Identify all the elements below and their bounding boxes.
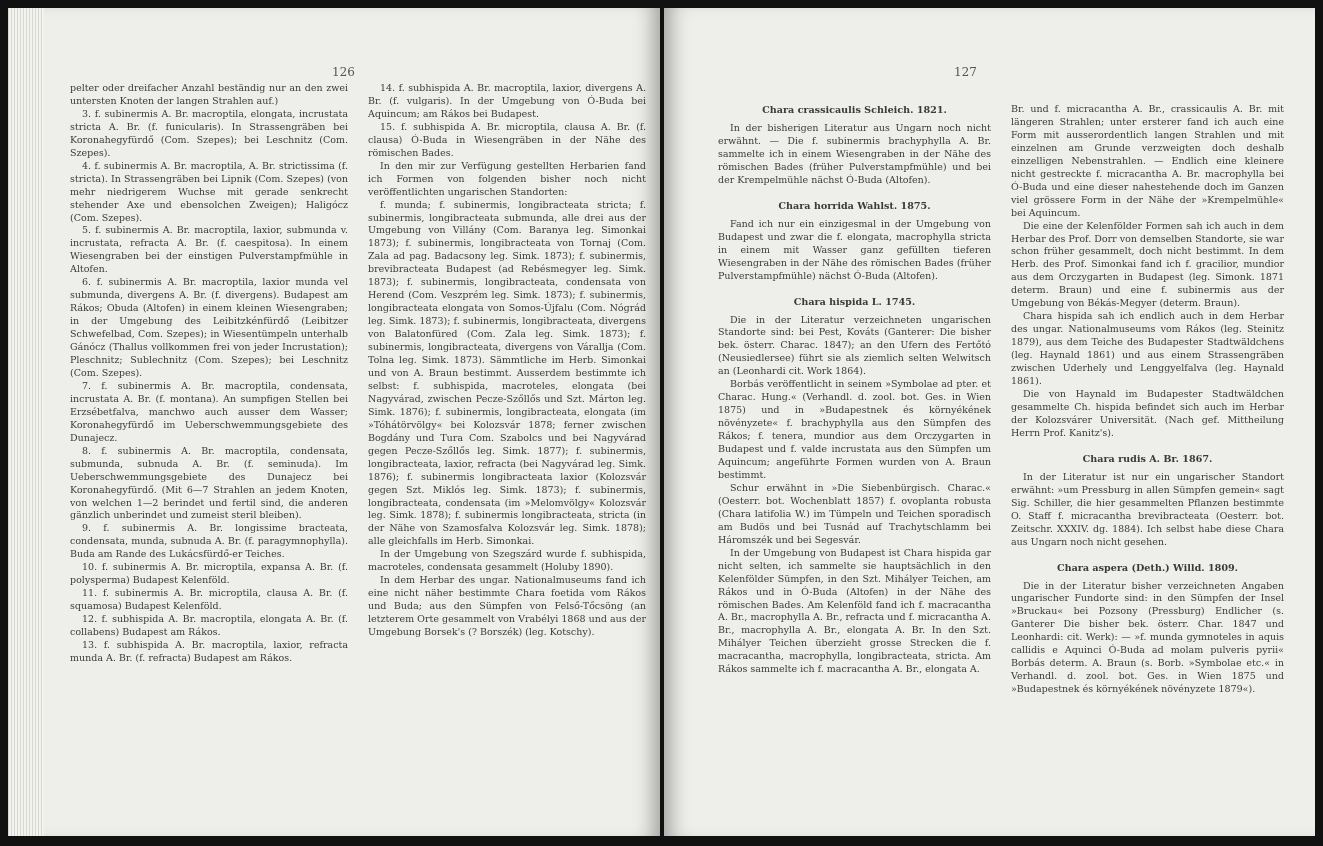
paragraph: In dem Herbar des ungar. Nationalmuseums fand ich eine nicht näher bestimmte Chara foetida vom Rákos und Buda; aus den Sümpfen von Felső-Tőcsöng (an letzterem Orte gesammelt von Vrabélyi 1868 und aus der Umgebung Borsek's (? Borszék) (leg. Kotschy). [368,575,646,639]
paragraph: 7. f. subinermis A. Br. macroptila, condensata, incrustata A. Br. (f. montana). An sumpfigen Stellen bei Erzsébetfalva, manchwo auch ausser dem Wasser; Koronahegyfürdő im Ueberschwemmungsgebiete des Dunajecz. [70,380,348,444]
paragraph: 9. f. subinermis A. Br. longissime bracteata, condensata, munda, subnuda A. Br. (f. paragymnophylla). Buda am Rande des Lukácsfürdő-er Teiches. [70,523,348,561]
paragraph: Fand ich nur ein einzigesmal in der Umgebung von Budapest und zwar die f. elongata, macrophylla stricta in einem mit Wasser ganz gefüllten tieferen Wiesengraben in der Nähe des römischen Bades (früher Pulverstampfmühle) nächst Ó-Buda (Altofen). [718,218,991,282]
paragraph: 5. f. subinermis A. Br. macroptila, laxior, submunda v. incrustata, refracta A. Br. (f. caespitosa). In einem Wiesengraben bei der einstigen Pulverstampfmühle in Altofen. [70,225,348,276]
paragraph: In der Umgebung von Szegszárd wurde f. subhispida, macroteles, condensata gesammelt (Holuby 1890). [368,549,646,574]
paragraph: Die in der Literatur verzeichneten ungarischen Standorte sind: bei Pest, Kováts (Ganterer: Die bisher bek. österr. Charac. 1847); an den Ufern des Fertőtó (Neusiedlersee) führt sie als ziemlich selten Welwitsch an (Leonhardi cit. Work 1864). [718,314,991,378]
paragraph: 10. f. subinermis A. Br. microptila, expansa A. Br. (f. polysperma) Budapest Kelenföld. [70,562,348,587]
species-heading: Chara rudis A. Br. 1867. [1082,453,1213,465]
left-column-1 [70,83,348,666]
paragraph: Schur erwähnt in »Die Siebenbürgisch. Charac.« (Oesterr. bot. Wochenblatt 1857) f. ovoplanta robusta (Chara latifolia W.) im Tümpeln und Teichen sporadisch am Budös und bei Tusnád auf Trachytschlamm bei Háromszék und bei Segesvár. [718,482,991,546]
paragraph: f. munda; f. subinermis, longibracteata stricta; f. subinermis, longibracteata submunda, alle drei aus der Umgebung von Villány (Com. Baranya leg. Simonkai 1873); f. subinermis, longibracteata von Tornaj (Com. Zala ad pag. Badacsony leg. Simk. 1873); f. subinermis, brevibracteata Budapest (ad Rebésmegyer leg. Simk. 1873); f. subinermis, longibracteata, condensata von Herend (Com. Veszprém leg. Simk. 1873); f. subinermis, longibracteata elongata von Somos-Újfalu (Com. Nógrád leg. Simk. 1873); f. subinermis, longibracteata, divergens von Balatonfüred (Com. Zala leg. Simk. 1873); f. subinermis, longibracteata, divergens von Várallja (Com. Tolna leg. Simk. 1873). Sämmtliche im Herb. Simonkai und von A. Braun bestimmt. Ausserdem bestimmte ich selbst: f. subhispida, macroteles, elongata (bei Nagyvárad, zwischen Pecze-Szőllős und Szt. Márton leg. Simk. 1876); f. subinermis, longibracteata, elongata (im »Tóhátörvölgy« bei Kolozsvár 1878; ferner zwischen Bogdány und Tura Com. Szabolcs und bei Nagyvárad gegen Pecze-Szőllős leg. Simk. 1877); f. subinermis, longibracteata, laxior, refracta (bei Nagyvárad leg. Simk. 1876); f. subinermis longibracteata laxior (Kolozsvár gegen Szt. Miklós leg. Simk. 1873); f. subinermis, longibracteata, condensata (im »Melomvölgy« Kolozsvár leg. Simk. 1878); f. subinermis longibracteata, stricta (in der Nähe von Szamosfalva Kolozsvár leg. Simk. 1878); alle gleichfalls im Herb. Simonkai. [368,199,646,548]
paragraph: In der Umgebung von Budapest ist Chara hispida gar nicht selten, ich sammelte sie hauptsächlich in den Kelenfölder Sümpfen, in den Szt. Mihályer Teichen, am Rákos und in Ó-Buda (Altofen) in der Nähe des römischen Bades. Am Kelenföld fand ich f. macracantha A. Br., macrophylla A. Br., refracta und f. micracantha A. Br., macrophylla A. Br., elongata A. Br. In den Szt. Mihályer Teichen überzieht grosse Strecken die f. macracantha, macrophylla, longibracteata, stricta. Am Rákos sammelte ich f. macracantha A. Br., elongata A. [718,547,991,676]
species-heading: Chara hispida L. 1745. [793,296,916,308]
species-heading: Chara crassicaulis Schleich. 1821. [762,105,947,116]
left-column-2 [368,83,646,640]
paragraph: Borbás veröffentlicht in seinem »Symbolae ad pter. et Charac. Hung.« (Verhandl. d. zool. bot. Ges. in Wien 1875) und in »Budapestnek és környékének növényzete« f. brachyphylla aus den Sümpfen des Rákos; f. tenera, mundior aus dem Orczygarten in Budapest und f. valde incrustata aus den Sümpfen um Aquincum; angeführte Formen wurden von A. Braun bestimmt. [718,379,991,481]
right-column-1 [718,104,991,677]
paragraph: 13. f. subhispida A. Br. macroptila, laxior, refracta munda A. Br. (f. refracta) Budapest am Rákos. [70,639,348,664]
paragraph: 15. f. subhispida A. Br. microptila, clausa A. Br. (f. clausa) Ó-Buda in Wiesengräben in der Nähe des römischen Bades. [368,121,646,159]
left-page-number: 126 [332,65,355,79]
paragraph: 3. f. subinermis A. Br. macroptila, elongata, incrustata stricta A. Br. (f. funicularis). In Strassengräben bei Koronahegyfürdő (Com. Szepes); bei Leschnitz (Com. Szepes). [70,108,348,159]
right-column-2 [1011,104,1284,697]
left-page [8,8,660,836]
species-heading: Chara aspera (Deth.) Willd. 1809. [1056,562,1239,574]
paragraph: Die in der Literatur bisher verzeichneten Angaben ungarischer Fundorte sind: in den Sümpfen der Insel »Bruckau« bei Pozsony (Pressburg) Endlicher (s. Ganterer Die bisher bek. österr. Char. 1847 und Leonhardi: cit. Werk): — »f. munda gymnoteles in aquis callidis e Aquinci Ó-Buda ad molam pulveris pyrii« Borbás determ. A. Braun (s. Borb. »Symbolae etc.« in Verhandl. d. zool. bot. Ges. in Wien 1875 und »Budapestnek és környékének növényzete 1879«). [1011,580,1284,696]
species-heading: Chara horrida Wahlst. 1875. [778,200,931,212]
paragraph: 14. f. subhispida A. Br. macroptila, laxior, divergens A. Br. (f. vulgaris). In der Umgebung von Ó-Buda bei Aquincum; am Rákos bei Budapest. [368,83,646,120]
paragraph: 4. f. subinermis A. Br. macroptila, A. Br. strictissima (f. stricta). In Strassengräben bei Lipnik (Com. Szepes) (von mehr niedrigerem Wuchse mit gerade senkrecht stehender Axe und ebensolchen Zweigen); Haligócz (Com. Szepes). [70,160,348,224]
paragraph: 12. f. subhispida A. Br. macroptila, elongata A. Br. (f. collabens) Budapest am Rákos. [70,614,348,639]
paragraph: Die von Haynald im Budapester Stadtwäldchen gesammelte Ch. hispida befindet sich auch im Herbar der Kolozsvárer Universität. (Nach gef. Mittheilung Herrn Prof. Kanitz's). [1011,388,1284,439]
paragraph: 11. f. subinermis A. Br. microptila, clausa A. Br. (f. squamosa) Budapest Kelenföld. [70,588,348,613]
paragraph: 6. f. subinermis A. Br. macroptila, laxior munda vel submunda, divergens A. Br. (f. divergens). Budapest am Rákos; Obuda (Altofen) in einem kleinen Wiesengraben; in der Umgebung des Leibitzkénfürdő (Leibitzer Schwefelbad, Com. Szepes); in Wiesentümpeln unterhalb Gánócz (Thallus vollkommen frei von jeder Incrustation); Pleschnitz; Sublechnitz (Com. Szepes); bei Leschnitz (Com. Szepes). [70,277,348,379]
paragraph: Br. und f. micracantha A. Br., crassicaulis A. Br. mit längeren Strahlen; unter ersterer fand ich auch eine Form mit ausserordentlich langen Strahlen und mit einzelnen am Grunde verzweigten doch deshalb einzelligen Nebenstrahlen. — Endlich eine kleinere nicht gestreckte f. micracantha A. Br. macrophylla bei Ó-Buda und eine dieser nahestehende doch im Ganzen viel grössere Form in der Nähe der »Krempelmühle« bei Aquincum. [1011,104,1284,219]
right-page-number: 127 [954,65,977,79]
paragraph: In der bisherigen Literatur aus Ungarn noch nicht erwähnt. — Die f. subinermis brachyphylla A. Br. sammelte ich in einem Wiesengraben in der Nähe des römischen Bades (früher Pulverstampfmühle) und bei der Krempelmühle nächst Ó-Buda (Altofen). [718,123,991,186]
paragraph: 8. f. subinermis A. Br. macroptila, condensata, submunda, subnuda A. Br. (f. seminuda). Im Ueberschwemmungsgebiete des Dunajecz bei Koronahegyfürdő. (Mit 6—7 Strahlen an jedem Knoten, von welchen 1—2 berindet und fertil sind, die anderen gänzlich unberindet und zumeist steril bleiben). [70,445,348,522]
paragraph: pelter oder dreifacher Anzahl beständig nur an den zwei untersten Knoten der langen Strahlen auf.) [70,83,348,107]
paragraph: Die eine der Kelenfölder Formen sah ich auch in dem Herbar des Prof. Dorr von demselben Standorte, sie war schon früher gesammelt, doch nicht bestimmt. In dem Herb. des Prof. Simonkai fand ich f. gracilior, mundior aus dem Orczygarten in Budapest (leg. Simonk. 1871 determ. Braun) und eine f. subinermis aus der Umgebung von Békás-Megyer (determ. Braun). [1011,220,1284,310]
paragraph: Chara hispida sah ich endlich auch in dem Herbar des ungar. Nationalmuseums vom Rákos (leg. Steinitz 1879), aus dem Teiche des Budapester Stadtwäldchens (leg. Haynald 1861) und aus einem Strassengräben zwischen Uderhely und Lenggyelfalva (leg. Haynald 1861). [1011,311,1284,388]
paragraph: In der Literatur ist nur ein ungarischer Standort erwähnt: »um Pressburg in allen Sümpfen gemein« sagt Sig. Schiller, die hier gesammelten Pflanzen bestimmte O. Staff f. micracantha brevibracteata (Oesterr. bot. Zeitschr. XXXIV. dg. 1884). Ich selbst habe diese Chara aus Ungarn noch nicht gesehen. [1011,471,1284,548]
paragraph: In den mir zur Verfügung gestellten Herbarien fand ich Formen von folgenden bisher noch nicht veröffentlichten ungarischen Standorten: [368,160,646,198]
page-stack-edge [8,8,44,836]
right-page [664,8,1315,836]
